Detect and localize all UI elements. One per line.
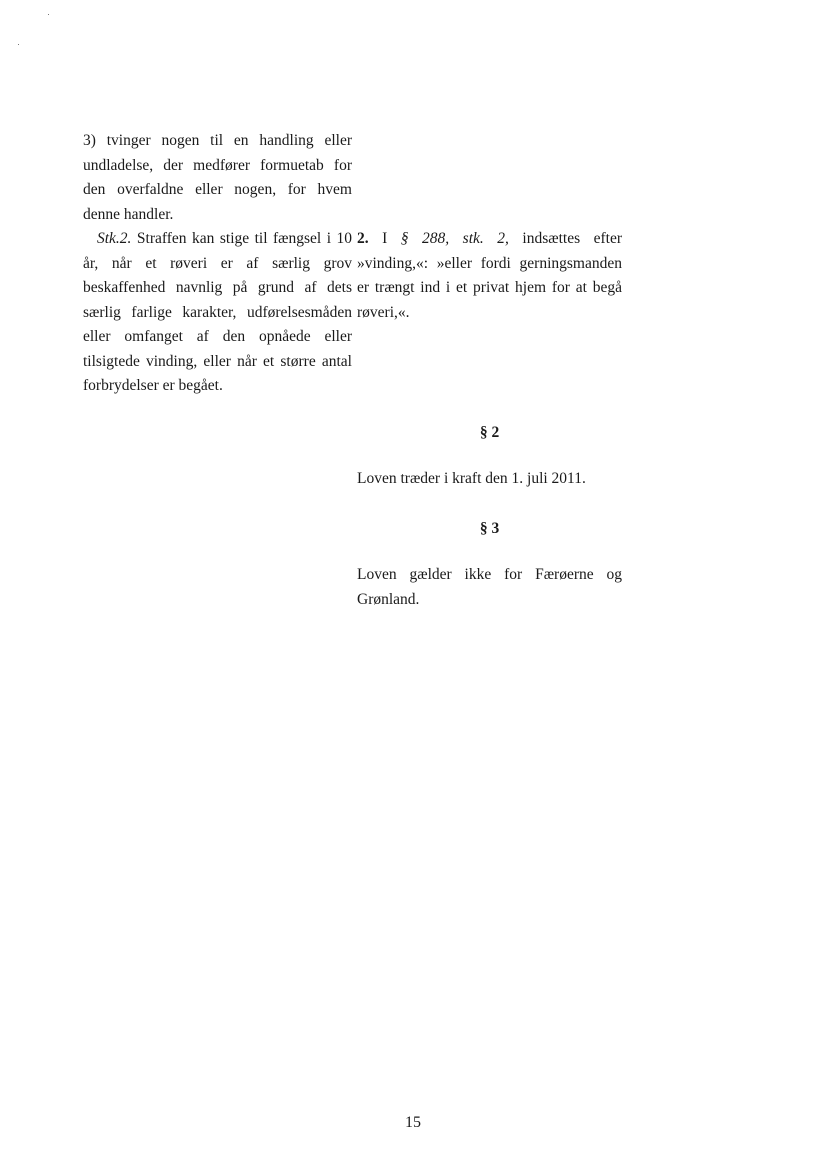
left-column — [83, 129, 352, 399]
amendment-text: indsættes efter »vinding,«: »eller fordi gerningsmanden er trængt ind i et privat hjem for at begå røveri,«. — [357, 230, 623, 321]
stk2-text: Straffen kan stige til fængsel i 10 år, når et røveri er af særlig grov beskaffenhed navnlig på grund af dets særlig farlige karakter, udførelsesmåden eller omfanget af den opnåede eller tilsigtede vinding, eller når et større antal forbrydelser er begået. — [83, 230, 352, 394]
item-3-paragraph: 3) tvinger nogen til en handling eller undladelse, der medfører formuetab for den overfaldne eller nogen, for hvem denne handler. — [83, 132, 352, 223]
amendment-prefix: I — [368, 230, 401, 247]
section-2-text: Loven træder i kraft den 1. juli 2011. — [357, 470, 586, 487]
amendment-number: 2. — [357, 230, 369, 247]
right-column — [357, 227, 622, 325]
page-number: 15 — [405, 1114, 421, 1131]
scan-speck — [18, 44, 19, 45]
stk2-label: Stk.2. — [97, 230, 132, 247]
section-3-heading: § 3 — [479, 520, 500, 537]
scan-speck — [48, 14, 49, 15]
amendment-reference: § 288, stk. 2, — [400, 230, 509, 247]
amendment-2-paragraph — [357, 227, 622, 325]
stk2-paragraph — [83, 227, 352, 399]
section-3-text: Loven gælder ikke for Færøerne og Grønland. — [357, 566, 622, 608]
section-2-heading: § 2 — [479, 424, 500, 441]
